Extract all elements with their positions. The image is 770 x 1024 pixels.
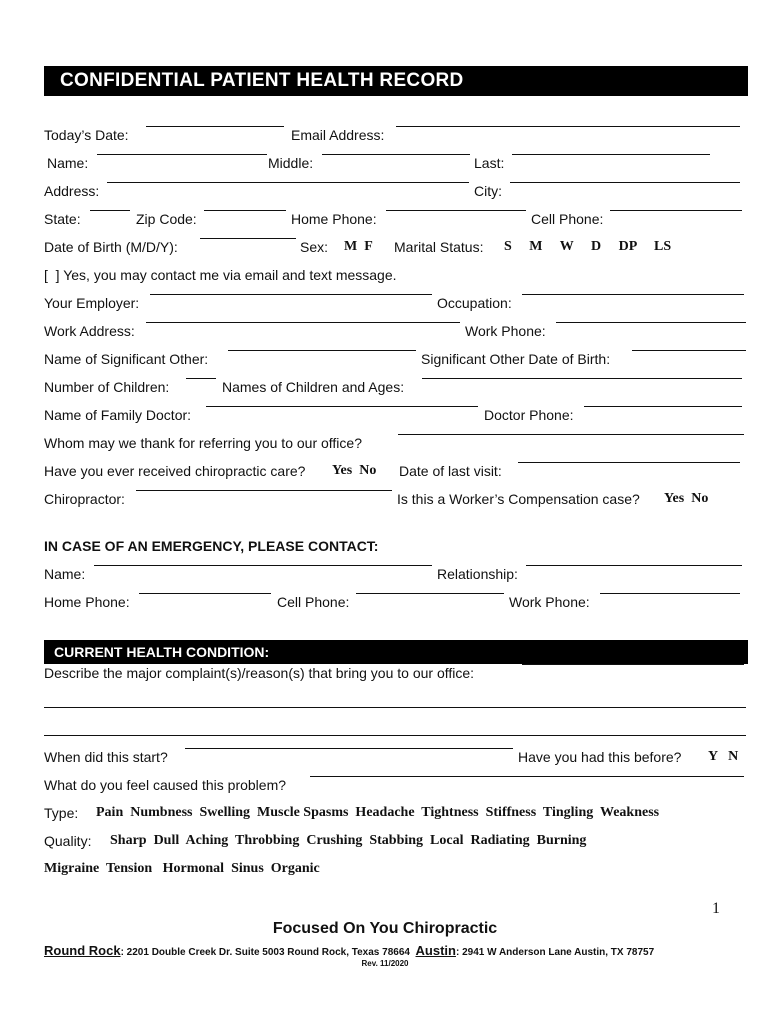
last-name-field[interactable] — [512, 154, 710, 155]
sig-other-label: Name of Significant Other: — [44, 351, 209, 367]
state-field[interactable] — [90, 210, 130, 211]
num-children-label: Number of Children: — [44, 379, 170, 395]
type-options[interactable]: Pain Numbness Swelling Muscle Spasms Headache Tightness Stiffness Tingling Weakness — [96, 805, 660, 820]
middle-name-field[interactable] — [322, 154, 470, 155]
children-names-field[interactable] — [422, 378, 742, 379]
city-field[interactable] — [510, 182, 740, 183]
referral-field[interactable] — [398, 434, 744, 435]
row-work — [44, 322, 748, 342]
emergency-cell-phone-label: Cell Phone: — [277, 594, 350, 610]
quality-label: Quality: — [44, 833, 92, 849]
doctor-phone-label: Doctor Phone: — [484, 407, 574, 423]
row-name — [44, 154, 748, 174]
had-before-y-n[interactable]: Y N — [708, 749, 739, 764]
clinic-name: Focused On You Chiropractic — [272, 920, 498, 937]
workers-comp-yes-no[interactable]: Yes No — [664, 491, 709, 506]
referral-label: Whom may we thank for referring you to our office? — [44, 435, 362, 451]
dob-field[interactable] — [200, 238, 296, 239]
first-name-field[interactable] — [97, 154, 267, 155]
sig-other-dob-label: Significant Other Date of Birth: — [421, 351, 611, 367]
row-emergency-phones — [44, 593, 748, 613]
marital-options[interactable]: S M W D DP LS — [504, 239, 672, 254]
marital-label: Marital Status: — [394, 239, 484, 255]
complaint-line-2[interactable] — [44, 707, 746, 708]
footer-addresses — [44, 943, 654, 958]
chiro-care-yes-no[interactable]: Yes No — [332, 463, 377, 478]
city2-label: Austin — [415, 943, 456, 958]
emergency-name-field[interactable] — [94, 565, 432, 566]
revision: Rev. 11/2020 — [361, 959, 409, 968]
email-field[interactable] — [396, 126, 740, 127]
row-employer — [44, 294, 748, 314]
complaint-line-3[interactable] — [44, 735, 746, 736]
work-address-label: Work Address: — [44, 323, 135, 339]
row-quality-2 — [44, 860, 748, 880]
chiro-care-label: Have you ever received chiropractic care? — [44, 463, 306, 479]
row-significant-other — [44, 350, 748, 370]
home-phone-label: Home Phone: — [291, 211, 377, 227]
dob-label: Date of Birth (M/D/Y): — [44, 239, 178, 255]
row-address — [44, 182, 748, 202]
row-cause — [44, 776, 748, 796]
zip-field[interactable] — [204, 210, 286, 211]
occupation-label: Occupation: — [437, 295, 512, 311]
health-section-bar — [44, 640, 748, 664]
workers-comp-label: Is this a Worker’s Compensation case? — [397, 491, 640, 507]
row-type — [44, 804, 748, 824]
address-field[interactable] — [107, 182, 469, 183]
row-consent — [44, 266, 748, 286]
address-label: Address: — [44, 183, 100, 199]
health-heading: CURRENT HEALTH CONDITION: — [54, 644, 270, 660]
row-date-email — [44, 126, 748, 146]
work-phone-label: Work Phone: — [465, 323, 546, 339]
emergency-heading: IN CASE OF AN EMERGENCY, PLEASE CONTACT: — [44, 538, 379, 554]
type-label: Type: — [44, 805, 79, 821]
row-chiropractor — [44, 490, 748, 510]
emergency-home-phone-field[interactable] — [139, 593, 271, 594]
when-start-field[interactable] — [185, 748, 513, 749]
family-doctor-field[interactable] — [206, 406, 478, 407]
row-complaint — [44, 664, 748, 684]
cause-label: What do you feel caused this problem? — [44, 777, 287, 793]
relationship-field[interactable] — [526, 565, 742, 566]
row-referral — [44, 434, 748, 454]
quality-options[interactable]: Sharp Dull Aching Throbbing Crushing Stabbing Local Radiating Burning — [110, 833, 587, 848]
title-bar — [44, 66, 748, 96]
row-emergency-name — [44, 565, 748, 585]
consent-checkbox[interactable]: [ ] Yes, you may contact me via email and text message. — [44, 267, 397, 283]
complaint-label: Describe the major complaint(s)/reason(s) that bring you to our office: — [44, 665, 475, 681]
quality-options-2[interactable]: Migraine Tension Hormonal Sinus Organic — [44, 861, 320, 876]
emergency-cell-phone-field[interactable] — [356, 593, 504, 594]
page-title: CONFIDENTIAL PATIENT HEALTH RECORD — [60, 70, 464, 91]
children-names-label: Names of Children and Ages: — [222, 379, 405, 395]
last-visit-field[interactable] — [518, 462, 740, 463]
emergency-work-phone-field[interactable] — [600, 593, 740, 594]
sex-label: Sex: — [300, 239, 329, 255]
emergency-work-phone-label: Work Phone: — [509, 594, 590, 610]
had-before-label: Have you had this before? — [518, 749, 682, 765]
city-label: City: — [474, 183, 502, 199]
row-dob-sex-marital — [44, 238, 748, 258]
row-quality — [44, 832, 748, 852]
chiropractor-label: Chiropractor: — [44, 491, 125, 507]
family-doctor-label: Name of Family Doctor: — [44, 407, 192, 423]
emergency-home-phone-label: Home Phone: — [44, 594, 130, 610]
emergency-name-label: Name: — [44, 566, 86, 582]
last-label: Last: — [474, 155, 505, 171]
state-label: State: — [44, 211, 81, 227]
address1: : 2201 Double Creek Dr. Suite 5003 Round Rock, Texas 78664 — [120, 947, 410, 958]
todays-date-label: Today’s Date: — [44, 127, 129, 143]
occupation-field[interactable] — [522, 294, 744, 295]
row-children — [44, 378, 748, 398]
home-phone-field[interactable] — [386, 210, 526, 211]
middle-label: Middle: — [268, 155, 314, 171]
zip-label: Zip Code: — [136, 211, 197, 227]
row-start — [44, 748, 748, 768]
todays-date-field[interactable] — [146, 126, 284, 127]
sig-other-dob-field[interactable] — [632, 350, 746, 351]
when-start-label: When did this start? — [44, 749, 168, 765]
doctor-phone-field[interactable] — [584, 406, 742, 407]
num-children-field[interactable] — [186, 378, 216, 379]
name-label: Name: — [47, 155, 89, 171]
city1-label: Round Rock — [44, 943, 121, 958]
cause-field[interactable] — [310, 776, 744, 777]
sex-options[interactable]: M F — [344, 239, 373, 254]
cell-phone-field[interactable] — [610, 210, 742, 211]
employer-field[interactable] — [150, 294, 432, 295]
sig-other-field[interactable] — [228, 350, 416, 351]
last-visit-label: Date of last visit: — [399, 463, 502, 479]
row-chiro-care — [44, 462, 748, 482]
chiropractor-field[interactable] — [136, 490, 392, 491]
row-state-phones — [44, 210, 748, 230]
row-doctor — [44, 406, 748, 426]
address2: : 2941 W Anderson Lane Austin, TX 78757 — [455, 947, 655, 958]
page-number: 1 — [712, 900, 720, 917]
employer-label: Your Employer: — [44, 295, 140, 311]
complaint-field[interactable] — [522, 664, 744, 665]
email-label: Email Address: — [291, 127, 385, 143]
work-address-field[interactable] — [146, 322, 460, 323]
cell-phone-label: Cell Phone: — [531, 211, 604, 227]
relationship-label: Relationship: — [437, 566, 518, 582]
work-phone-field[interactable] — [556, 322, 746, 323]
